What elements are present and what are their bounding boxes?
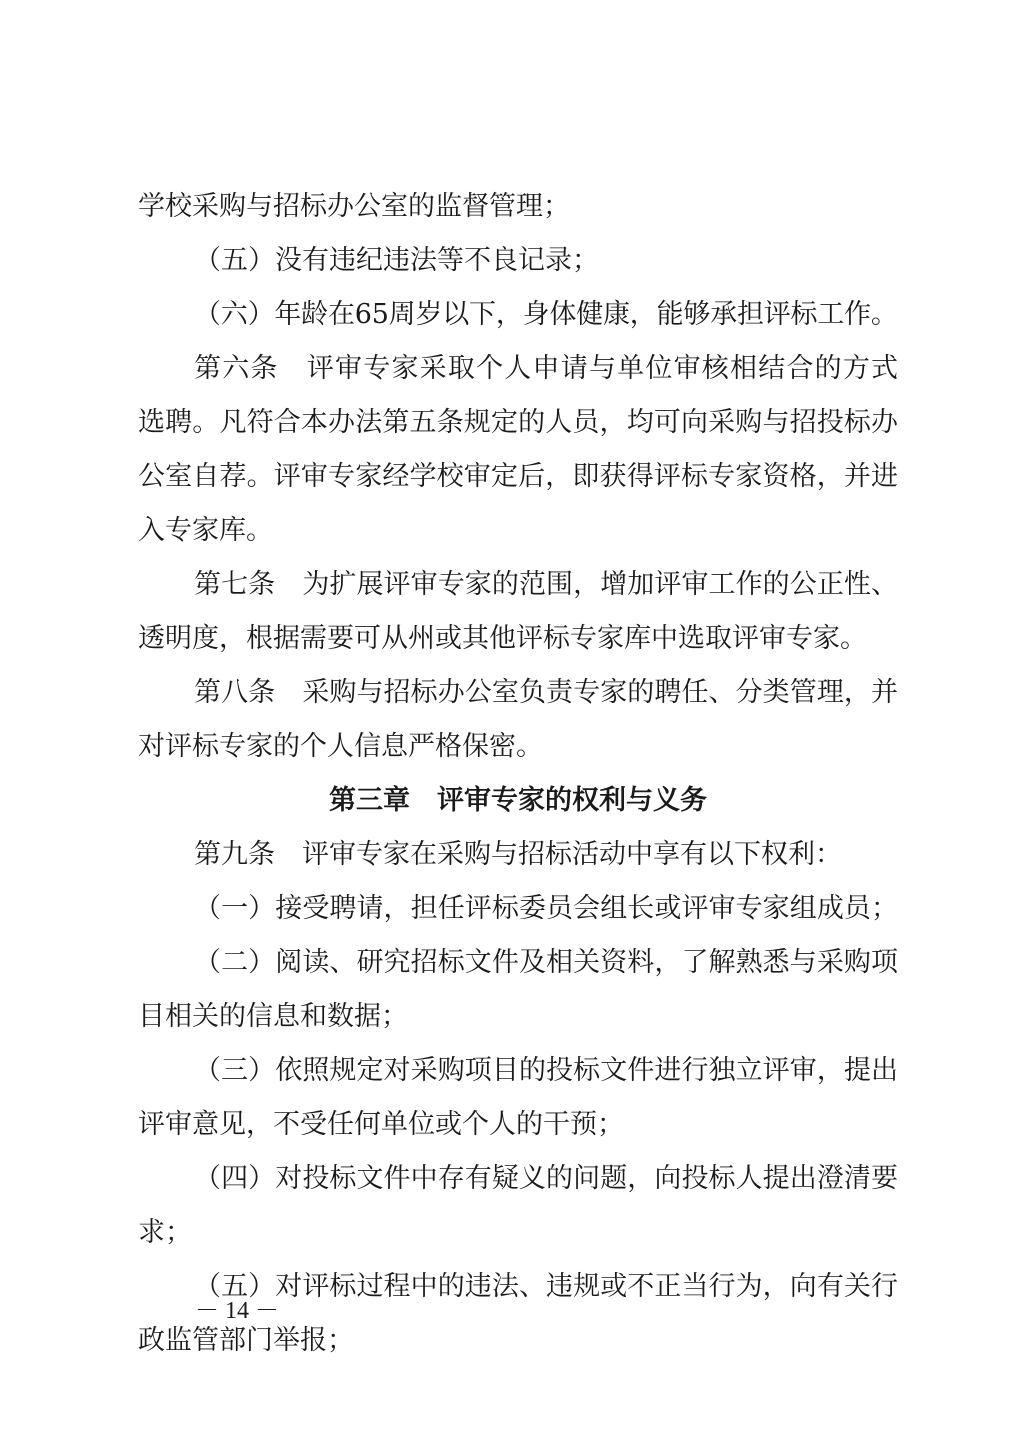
text-line: 目相关的信息和数据； xyxy=(138,1001,408,1032)
text-line: 对评标专家的个人信息严格保密。 xyxy=(138,731,543,762)
text-line: （三）依照规定对采购项目的投标文件进行独立评审，提出 xyxy=(194,1055,899,1086)
page-number: － 14 － xyxy=(195,1298,279,1324)
text-line: （一）接受聘请，担任评标委员会组长或评审专家组成员； xyxy=(194,893,899,924)
text-line: （五）对评标过程中的违法、违规或不正当行为，向有关行 xyxy=(194,1271,899,1302)
text-line: 入专家库。 xyxy=(138,515,273,546)
text-line: 公室自荐。评审专家经学校审定后，即获得评标专家资格，并进 xyxy=(138,461,899,492)
text-line: （五）没有违纪违法等不良记录； xyxy=(194,245,599,276)
text-line: 第七条 为扩展评审专家的范围，增加评审工作的公正性、 xyxy=(194,569,899,600)
text-line: 第九条 评审专家在采购与招标活动中享有以下权利： xyxy=(194,839,842,870)
text-line: 第六条 评审专家采取个人申请与单位审核相结合的方式 xyxy=(194,353,900,384)
text-line: 第八条 采购与招标办公室负责专家的聘任、分类管理，并 xyxy=(194,677,899,708)
text-line: （四）对投标文件中存有疑义的问题，向投标人提出澄清要 xyxy=(194,1163,899,1194)
text-line: （六）年龄在65周岁以下，身体健康，能够承担评标工作。 xyxy=(194,299,898,330)
text-line: 政监管部门举报； xyxy=(138,1325,354,1356)
text-line: 求； xyxy=(138,1217,192,1248)
text-line: 学校采购与招标办公室的监督管理； xyxy=(138,191,570,222)
document-body xyxy=(138,180,898,1368)
chapter-heading: 第三章 评审专家的权利与义务 xyxy=(329,785,707,816)
text-line: （二）阅读、研究招标文件及相关资料，了解熟悉与采购项 xyxy=(194,947,899,978)
text-line: 选聘。凡符合本办法第五条规定的人员，均可向采购与招投标办 xyxy=(138,407,899,438)
text-line: 透明度，根据需要可从州或其他评标专家库中选取评审专家。 xyxy=(138,623,867,654)
text-line: 评审意见，不受任何单位或个人的干预； xyxy=(138,1109,624,1140)
